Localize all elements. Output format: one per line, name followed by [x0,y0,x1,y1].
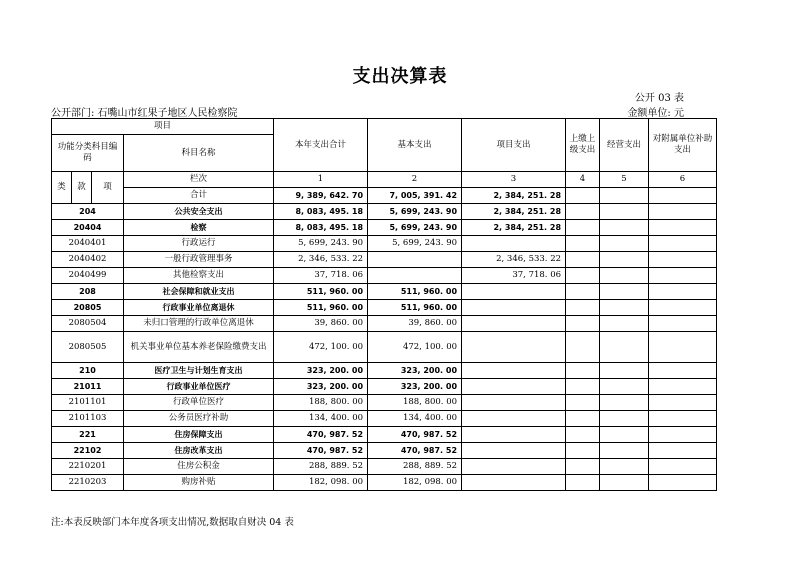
row-code: 210 [52,363,124,379]
row-total: 323, 200. 00 [274,363,368,379]
table-row [52,284,717,300]
table-row [52,300,717,316]
table-row [52,204,717,220]
col-index-3: 3 [462,172,566,188]
header-upper: 上缴上级支出 [566,119,600,172]
row-basic: 470, 987. 52 [368,443,462,459]
row-basic: 5, 699, 243. 90 [368,236,462,252]
row-project: 2, 384, 251. 28 [462,220,566,236]
row-project [462,316,566,332]
table-row [52,268,717,284]
header-xiang: 项 [92,172,124,204]
empty-cell [600,284,649,300]
row-project [462,427,566,443]
row-code: 2040401 [52,236,124,252]
empty-cell [566,363,600,379]
header-subject-name: 科目名称 [124,135,274,172]
empty-cell [566,475,600,491]
row-subject-name: 行政单位医疗 [124,395,274,411]
header-lei: 类 [52,172,72,204]
row-code: 221 [52,427,124,443]
total-row-label: 合计 [124,188,274,204]
empty-cell [649,332,717,363]
row-code: 2210203 [52,475,124,491]
row-total: 511, 960. 00 [274,284,368,300]
empty-cell [649,363,717,379]
empty-cell [649,475,717,491]
empty-cell [566,332,600,363]
empty-cell [600,363,649,379]
row-project: 2, 346, 533. 22 [462,252,566,268]
row-subject-name: 医疗卫生与计划生育支出 [124,363,274,379]
row-subject-name: 其他检察支出 [124,268,274,284]
empty-cell [649,395,717,411]
row-basic [368,252,462,268]
table-row [52,459,717,475]
table-row [52,475,717,491]
row-code: 2080505 [52,332,124,363]
row-subject-name: 公务员医疗补助 [124,411,274,427]
department-label: 公开部门: 石嘴山市红果子地区人民检察院 [51,108,238,119]
table-row [52,332,717,363]
empty-cell [600,395,649,411]
row-basic: 39, 860. 00 [368,316,462,332]
empty-cell [600,204,649,220]
row-basic: 288, 889. 52 [368,459,462,475]
empty-cell [649,443,717,459]
row-basic: 5, 699, 243. 90 [368,204,462,220]
footnote: 注:本表反映部门本年度各项支出情况,数据取自财决 04 表 [51,517,294,528]
row-project [462,332,566,363]
row-basic: 182, 098. 00 [368,475,462,491]
empty-cell [566,236,600,252]
row-project [462,236,566,252]
row-basic: 5, 699, 243. 90 [368,220,462,236]
col-index-6: 6 [649,172,717,188]
row-total: 5, 699, 243. 90 [274,236,368,252]
row-basic: 188, 800. 00 [368,395,462,411]
row-total: 134, 400. 00 [274,411,368,427]
empty-cell [566,284,600,300]
empty-cell [600,459,649,475]
row-project [462,363,566,379]
row-subject-name: 社会保障和就业支出 [124,284,274,300]
empty-cell [566,395,600,411]
header-basic: 基本支出 [368,119,462,172]
empty-cell [566,204,600,220]
row-basic: 323, 200. 00 [368,379,462,395]
row-code: 2101103 [52,411,124,427]
expenditure-table [51,118,717,491]
table-row [52,411,717,427]
row-project [462,379,566,395]
table-row [52,443,717,459]
row-total: 37, 718. 06 [274,268,368,284]
empty-cell [649,252,717,268]
row-subject-name: 行政事业单位医疗 [124,379,274,395]
empty-cell [566,316,600,332]
empty-cell [649,236,717,252]
row-code: 20404 [52,220,124,236]
empty-cell [600,332,649,363]
header-business: 经营支出 [600,119,649,172]
empty-cell [649,411,717,427]
row-project [462,284,566,300]
row-total: 8, 083, 495. 18 [274,204,368,220]
row-code: 22102 [52,443,124,459]
row-code: 204 [52,204,124,220]
empty-cell [600,268,649,284]
row-subject-name: 住房改革支出 [124,443,274,459]
row-basic: 134, 400. 00 [368,411,462,427]
row-total: 323, 200. 00 [274,379,368,395]
table-row [52,316,717,332]
empty-cell [649,459,717,475]
col-index-1: 1 [274,172,368,188]
empty-cell [649,316,717,332]
row-total: 182, 098. 00 [274,475,368,491]
row-total: 39, 860. 00 [274,316,368,332]
empty-cell [600,475,649,491]
empty-cell [649,379,717,395]
empty-cell [566,411,600,427]
row-project [462,300,566,316]
page-title: 支出决算表 [352,66,448,87]
table-row [52,220,717,236]
empty-cell [600,379,649,395]
empty-cell [649,220,717,236]
empty-cell [649,204,717,220]
empty-cell [566,188,600,204]
empty-cell [649,284,717,300]
row-total: 470, 987. 52 [274,443,368,459]
total-row-basic: 7, 005, 391. 42 [368,188,462,204]
row-basic: 470, 987. 52 [368,427,462,443]
empty-cell [566,379,600,395]
header-project: 项目 [52,119,274,135]
row-project [462,459,566,475]
row-total: 8, 083, 495. 18 [274,220,368,236]
table-row [52,427,717,443]
empty-cell [566,443,600,459]
form-number: 公开 03 表 [634,93,684,104]
empty-cell [600,411,649,427]
header-kuan: 款 [72,172,92,204]
empty-cell [566,268,600,284]
empty-cell [600,188,649,204]
row-subject-name: 一般行政管理事务 [124,252,274,268]
col-index-2: 2 [368,172,462,188]
table-row [52,395,717,411]
empty-cell [566,427,600,443]
empty-cell [566,252,600,268]
empty-cell [566,220,600,236]
row-total: 188, 800. 00 [274,395,368,411]
row-subject-name: 行政事业单位离退休 [124,300,274,316]
row-code: 2040499 [52,268,124,284]
row-subject-name: 机关事业单位基本养老保险缴费支出 [124,332,274,363]
table-row [52,379,717,395]
row-project: 37, 718. 06 [462,268,566,284]
row-project [462,443,566,459]
empty-cell [649,188,717,204]
row-total: 511, 960. 00 [274,300,368,316]
row-subject-name: 住房保障支出 [124,427,274,443]
empty-cell [649,300,717,316]
total-row-project: 2, 384, 251. 28 [462,188,566,204]
row-basic: 323, 200. 00 [368,363,462,379]
empty-cell [600,300,649,316]
empty-cell [600,427,649,443]
row-total: 472, 100. 00 [274,332,368,363]
header-lanci: 栏次 [124,172,274,188]
empty-cell [600,316,649,332]
row-basic [368,268,462,284]
total-row-total: 9, 389, 642. 70 [274,188,368,204]
row-project [462,411,566,427]
row-total: 470, 987. 52 [274,427,368,443]
empty-cell [600,443,649,459]
row-subject-name: 购房补贴 [124,475,274,491]
empty-cell [600,252,649,268]
empty-cell [649,268,717,284]
row-code: 21011 [52,379,124,395]
row-code: 2040402 [52,252,124,268]
row-project [462,475,566,491]
row-subject-name: 行政运行 [124,236,274,252]
row-basic: 511, 960. 00 [368,284,462,300]
amount-unit-label: 金额单位: 元 [627,108,684,119]
empty-cell [566,459,600,475]
row-project: 2, 384, 251. 28 [462,204,566,220]
col-index-4: 4 [566,172,600,188]
header-func-code: 功能分类科目编码 [52,135,124,172]
row-subject-name: 检察 [124,220,274,236]
row-code: 20805 [52,300,124,316]
row-total: 288, 889. 52 [274,459,368,475]
table-row [52,252,717,268]
row-code: 2210201 [52,459,124,475]
empty-cell [649,427,717,443]
row-subject-name: 未归口管理的行政单位离退休 [124,316,274,332]
row-subject-name: 公共安全支出 [124,204,274,220]
row-basic: 511, 960. 00 [368,300,462,316]
table-row [52,363,717,379]
header-total: 本年支出合计 [274,119,368,172]
row-code: 2080504 [52,316,124,332]
table-row [52,236,717,252]
row-basic: 472, 100. 00 [368,332,462,363]
header-project-exp: 项目支出 [462,119,566,172]
header-subsidiary: 对附属单位补助支出 [649,119,717,172]
empty-cell [566,300,600,316]
row-code: 2101101 [52,395,124,411]
row-project [462,395,566,411]
col-index-5: 5 [600,172,649,188]
empty-cell [600,236,649,252]
row-total: 2, 346, 533. 22 [274,252,368,268]
row-code: 208 [52,284,124,300]
row-subject-name: 住房公积金 [124,459,274,475]
empty-cell [600,220,649,236]
